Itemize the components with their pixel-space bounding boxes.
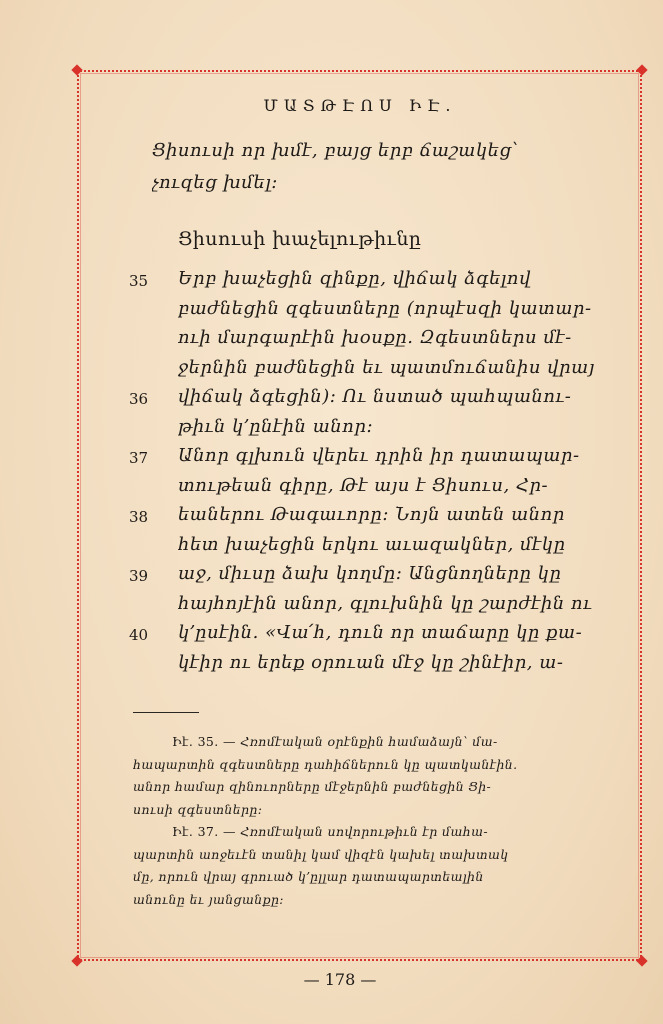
footnote-reference: Իէ. 37. [172, 824, 219, 839]
verse-line: աջ, միւսը ձախ կողմը: Անցնողները կը [178, 563, 562, 584]
verse-line: վիճակ ձգեցին): Ու նստած պահպանու- [178, 386, 572, 407]
intro-line: Ցիսուսի որ խմէ, բայց երբ ճաշակեց՝ [152, 140, 519, 161]
footnote-line [172, 824, 488, 839]
verse-line: կ՚ըսէին. «Վա՛հ, դուն որ տաճարը կը քա- [178, 622, 583, 643]
verse-number: 36 [129, 390, 149, 408]
footnote-text: մը, որուն վրայ գրուած կ՚ըլլար դատապարտեալին [133, 869, 484, 884]
intro-line: չուզեց խմել: [152, 172, 278, 193]
verse-number: 35 [129, 272, 149, 290]
footnote-text: — Հռոմէական օրէնքին համաձայն՝ մա- [223, 734, 498, 749]
verse-line: Երբ խաչեցին զինքը, վիճակ ձգելով [178, 268, 531, 289]
page-number: — 178 — [303, 970, 377, 989]
verse-line: հետ խաչեցին երկու աւազակներ, մէկը [178, 533, 566, 555]
footnote-line [133, 779, 491, 794]
verse-line: տութեան գիրը, Թէ այս է Ցիսուս, Հր- [178, 474, 549, 496]
verse-line: ուի մարգարէին խօսքը. Զգեստներս մէ- [178, 327, 572, 348]
footnote-line [133, 757, 518, 772]
footnote-text: հապարտին զգեստները դահիճներուն կը պատկանէին. [133, 756, 518, 772]
verse-line: թիւն կ՚ընէին անոր: [178, 415, 374, 437]
verse-number: 40 [129, 626, 149, 644]
verse-line: ջերնին բաժնեցին եւ պատմուճանիս վրայ [178, 356, 595, 378]
footnote-line [133, 892, 284, 907]
running-header: ՄԱՏԹԷՈՍ ԻԷ. [263, 96, 457, 115]
footnote-text: — Հռոմէական սովորութիւն էր մահա- [223, 824, 488, 839]
verse-number: 38 [129, 508, 149, 526]
footnote-text: սուսի զգեստները: [133, 801, 263, 817]
footnote-reference: Իէ. 35. [172, 734, 219, 749]
verse-line: կէիր ու երեք օրուան մէջ կը շինէիր, ա- [178, 651, 564, 673]
footnote-line [133, 847, 509, 862]
footnote-text: պարտին աոջեւէն տանիլ կամ վիզէն կախել տախտակ [133, 846, 509, 862]
footnote-separator [133, 712, 199, 713]
footnote-line [133, 869, 484, 884]
section-title: Ցիսուսի խաչելութիւնը [178, 228, 422, 250]
verse-line: Անոր գլխուն վերեւ դրին իր դատապար- [178, 445, 580, 466]
footnote-line [172, 734, 498, 749]
footnote-text: անունը եւ յանցանքը: [133, 891, 284, 907]
verse-line: եաներու Թագաւորը: Նոյն ատեն անոր [178, 504, 565, 525]
verse-number: 39 [129, 567, 149, 585]
verse-line: հայհոյէին անոր, գլուխնին կը շարժէին ու [178, 592, 593, 614]
footnote-line [133, 802, 262, 817]
verse-line: բաժնեցին զգեստները (որպէսզի կատար- [178, 297, 592, 319]
footnote-text: անոր համար զինուորները մէջերնին բաժնեցին Ցի- [133, 779, 492, 794]
verse-number: 37 [129, 449, 149, 467]
